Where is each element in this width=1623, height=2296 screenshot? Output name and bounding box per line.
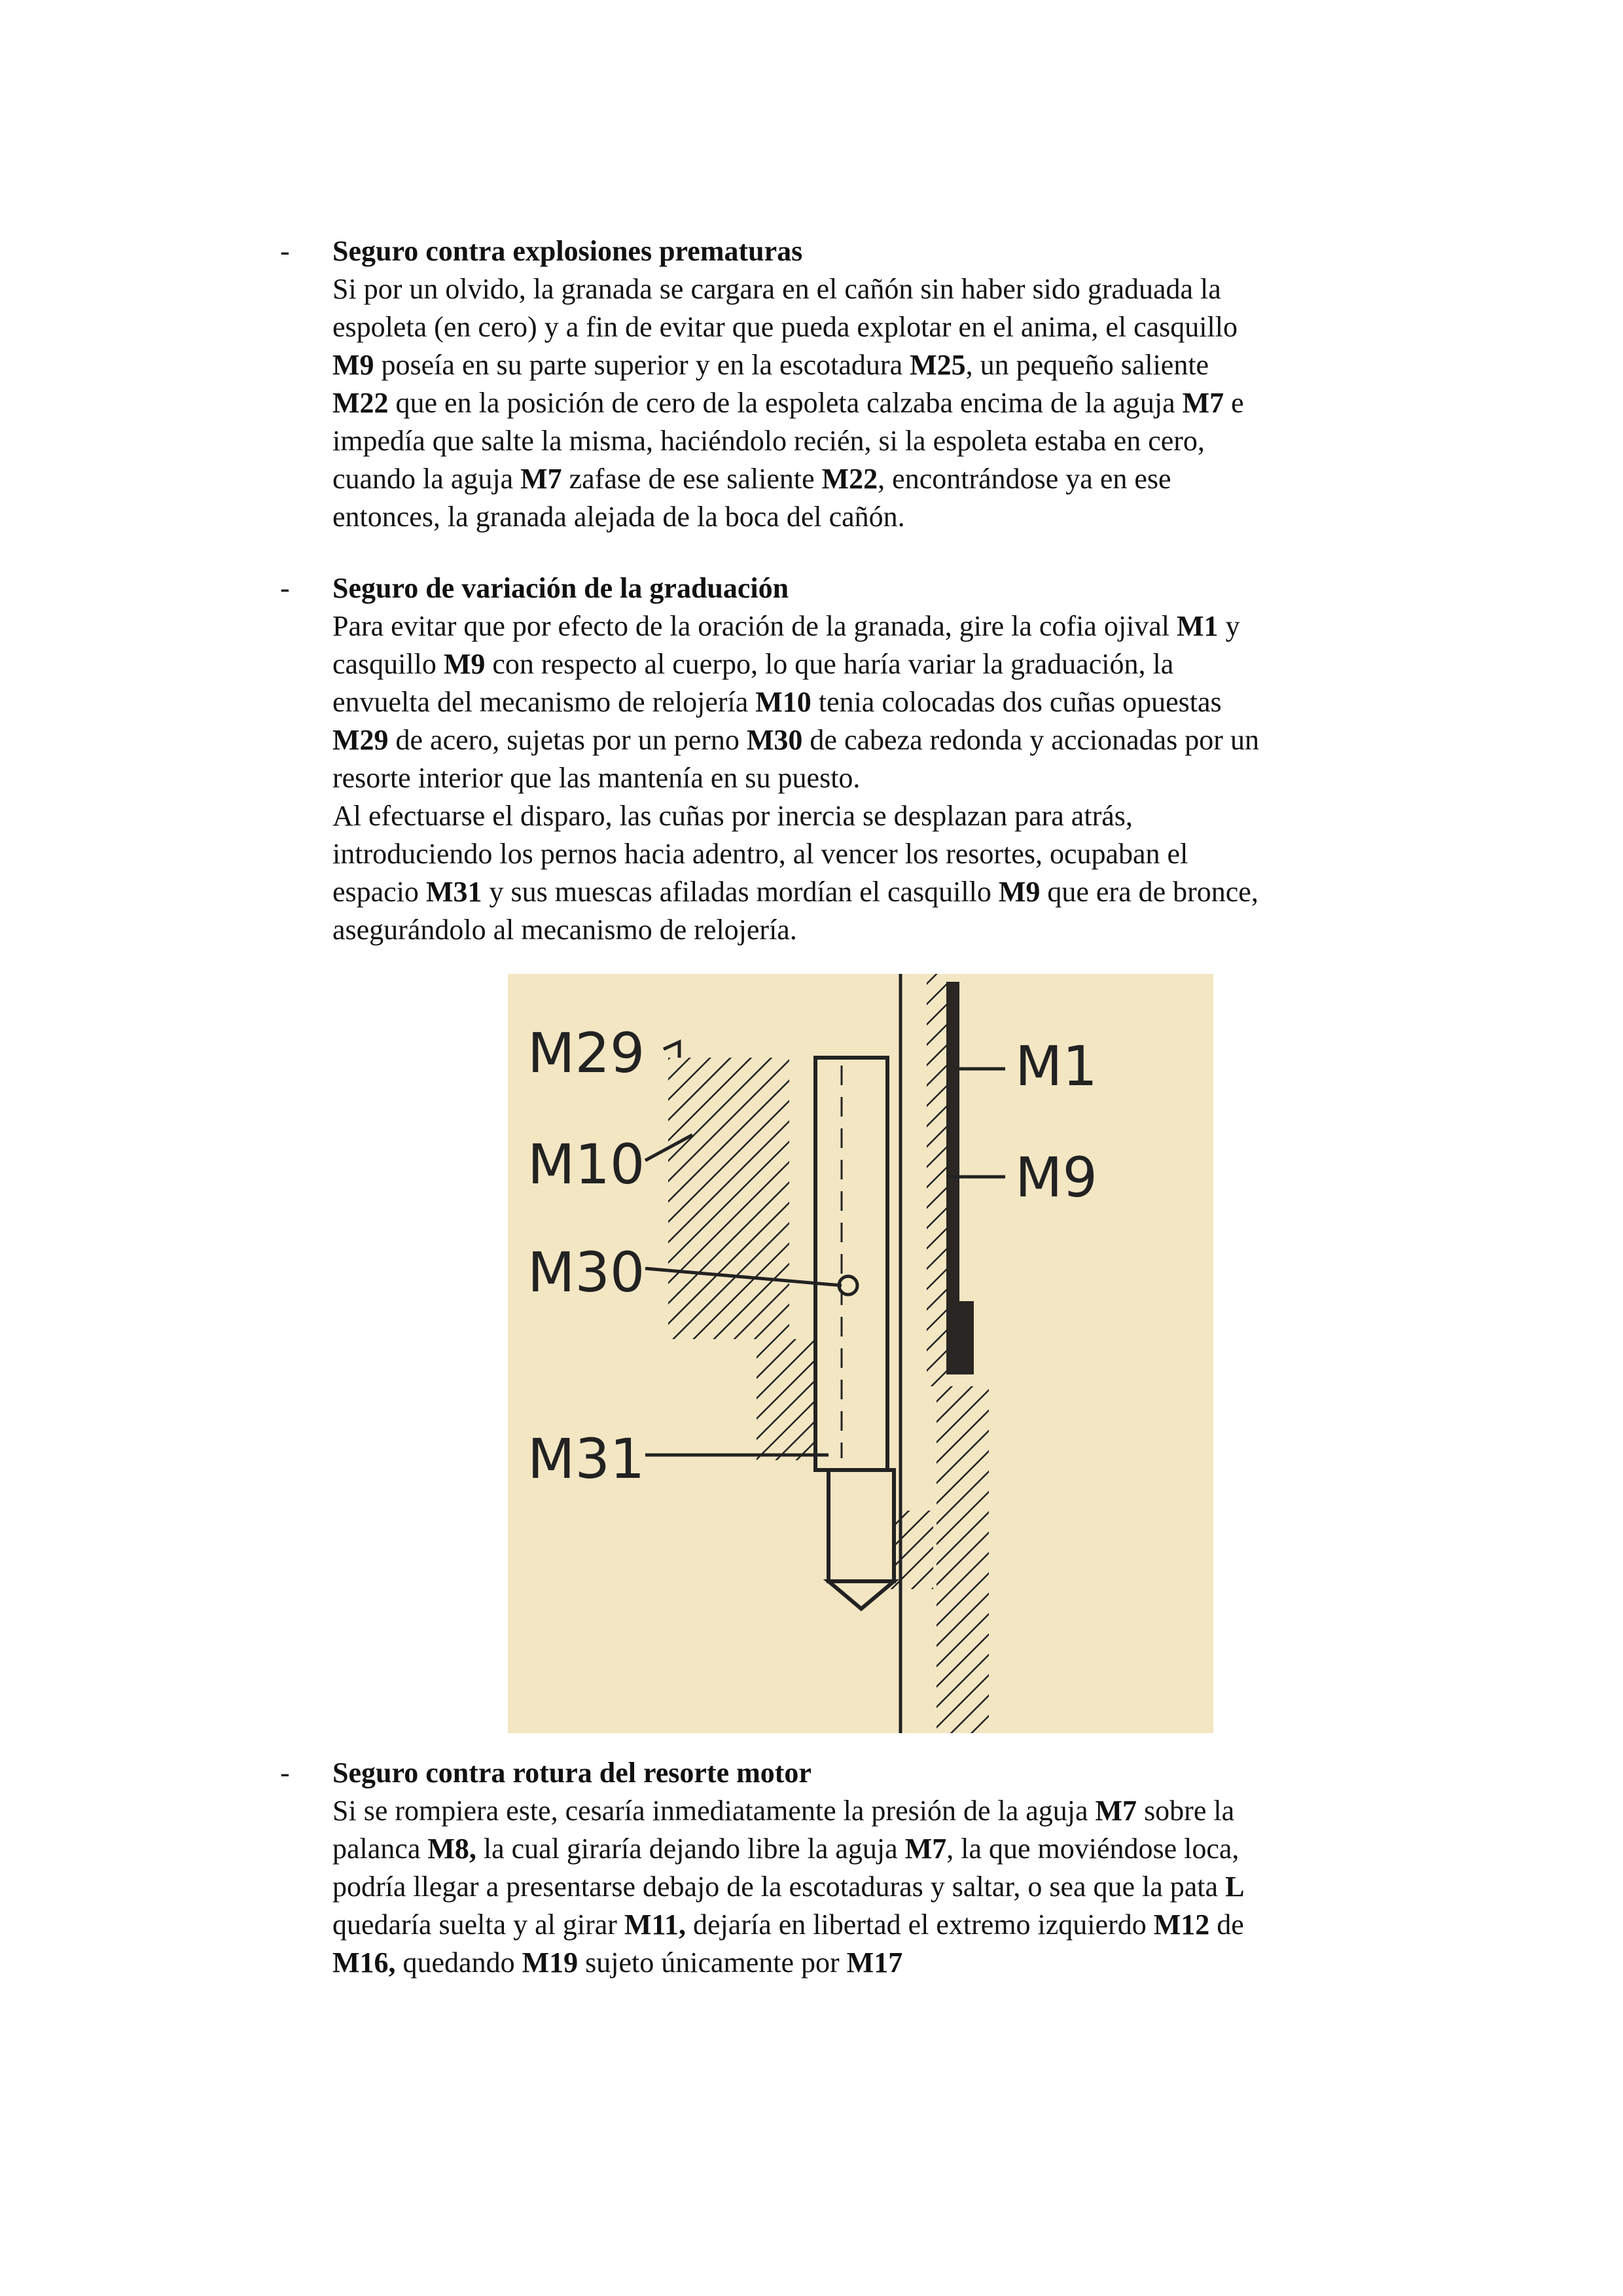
part-reference: M9 [332, 349, 374, 381]
part-reference: M10 [755, 686, 812, 718]
part-reference: M19 [522, 1946, 579, 1979]
paragraph [332, 1792, 1406, 1982]
text-line [332, 1944, 1406, 1982]
wedge-m29-block [668, 1058, 789, 1182]
label-m10: M10 [527, 1132, 645, 1196]
text-run: introduciendo los pernos hacia adentro, al vencer los resortes, ocupaban el [332, 838, 1188, 870]
text-line [332, 607, 1406, 645]
text-run: espacio [332, 876, 426, 908]
part-reference: M11, [624, 1909, 687, 1941]
part-reference: M25 [910, 349, 966, 381]
label-m1: M1 [1015, 1034, 1097, 1098]
part-reference: M22 [821, 463, 878, 495]
text-line [332, 683, 1406, 721]
part-reference: M31 [425, 876, 482, 908]
cap-m1-foot [959, 1301, 974, 1374]
part-reference: M7 [520, 463, 562, 495]
text-run: y [1218, 610, 1240, 642]
text-run: impedía que salte la misma, haciéndolo recién, si la espoleta estaba en cero, [332, 425, 1205, 457]
text-line [332, 1830, 1406, 1868]
text-line [332, 1906, 1406, 1944]
bullet-dash: - [280, 1757, 290, 1789]
text-line [332, 1868, 1406, 1906]
text-run: Si se rompiera este, cesaría inmediatamente la presión de la aguja [332, 1795, 1096, 1827]
text-line [332, 498, 1406, 536]
text-line [332, 873, 1406, 911]
text-line [332, 422, 1406, 460]
text-run: entonces, la granada alejada de la boca del cañón. [332, 501, 905, 533]
label-m30: M30 [527, 1240, 645, 1304]
text-line [332, 270, 1406, 308]
text-run: Para evitar que por efecto de la oración de la granada, gire la cofia ojival [332, 610, 1177, 642]
section-body [332, 569, 1406, 949]
text-run: de cabeza redonda y accionadas por un [802, 724, 1259, 756]
part-reference: M7 [904, 1833, 947, 1865]
bullet-dash: - [280, 572, 290, 604]
text-run: resorte interior que las mantenía en su puesto. [332, 762, 861, 794]
section-title: Seguro de variación de la graduación [332, 572, 789, 604]
text-run: y sus muescas afiladas mordían el casquillo [482, 876, 999, 908]
text-run: quedando [395, 1946, 522, 1979]
pin-outline [815, 1058, 887, 1470]
text-line [332, 835, 1406, 873]
text-run: quedaría suelta y al girar [332, 1909, 624, 1941]
paragraph [332, 270, 1406, 536]
text-run: casquillo [332, 648, 444, 680]
bolt-m30-head [839, 1276, 857, 1295]
sleeve-strip [927, 974, 946, 1386]
text-run: que era de bronce, [1040, 876, 1258, 908]
part-reference: M17 [846, 1946, 903, 1979]
text-run: , un pequeño saliente [965, 349, 1209, 381]
part-reference: M22 [332, 387, 389, 419]
section-body [332, 232, 1406, 536]
section-title: Seguro contra explosiones prematuras [332, 235, 803, 267]
text-run: que en la posición de cero de la espoleta calzaba encima de la aguja [388, 387, 1183, 419]
text-run: espoleta (en cero) y a fin de evitar que pueda explotar en el anima, el casquillo [332, 311, 1238, 343]
text-run: Al efectuarse el disparo, las cuñas por inercia se desplazan para atrás, [332, 800, 1133, 832]
text-run: sujeto únicamente por [578, 1946, 847, 1979]
part-reference: M30 [746, 724, 803, 756]
text-line [332, 1792, 1406, 1830]
label-m29: M29 [527, 1021, 645, 1085]
text-line [332, 797, 1406, 835]
text-run: poseía en su parte superior y en la escotadura [374, 349, 910, 381]
section-body [332, 1754, 1406, 1982]
text-line [332, 759, 1406, 797]
text-line [332, 346, 1406, 384]
text-run: envuelta del mecanismo de relojería [332, 686, 756, 718]
text-line [332, 460, 1406, 498]
diagram-drawing [508, 974, 1213, 1733]
part-reference: L [1225, 1871, 1245, 1903]
text-run: e [1224, 387, 1244, 419]
text-line [332, 721, 1406, 759]
part-reference: M29 [332, 724, 389, 756]
text-run: la cual giraría dejando libre la aguja [476, 1833, 905, 1865]
text-line [332, 308, 1406, 346]
part-reference: M12 [1153, 1909, 1210, 1941]
part-reference: M16, [332, 1946, 396, 1979]
text-run: , encontrándose ya en ese [878, 463, 1171, 495]
text-run: de [1209, 1909, 1244, 1941]
leader-m29 [664, 1042, 679, 1058]
body-m10-block [668, 1182, 789, 1339]
text-run: cuando la aguja [332, 463, 521, 495]
text-run: sobre la [1137, 1795, 1235, 1827]
mechanism-diagram [508, 974, 1213, 1733]
label-m9: M9 [1015, 1145, 1097, 1210]
text-line [332, 911, 1406, 949]
text-run: tenia colocadas dos cuñas opuestas [811, 686, 1222, 718]
section-title: Seguro contra rotura del resorte motor [332, 1757, 812, 1789]
paragraph [332, 607, 1406, 949]
part-reference: M7 [1095, 1795, 1137, 1827]
part-reference: M8, [427, 1833, 476, 1865]
bullet-dash: - [280, 235, 290, 267]
pin-tip [829, 1581, 894, 1609]
part-reference: M9 [998, 876, 1041, 908]
text-run: zafase de ese saliente [562, 463, 822, 495]
part-reference: M1 [1177, 610, 1219, 642]
label-m31: M31 [527, 1427, 645, 1491]
text-run: palanca [332, 1833, 428, 1865]
text-run: Si por un olvido, la granada se cargara en el cañón sin haber sido graduada la [332, 273, 1221, 305]
part-reference: M9 [443, 648, 486, 680]
right-lower-block [936, 1386, 989, 1733]
text-run: podría llegar a presentarse debajo de la escotaduras y saltar, o sea que la pata [332, 1871, 1226, 1903]
text-run: asegurándolo al mecanismo de relojería. [332, 914, 797, 946]
text-line [332, 384, 1406, 422]
part-reference: M7 [1182, 387, 1224, 419]
text-line [332, 645, 1406, 683]
text-run: con respecto al cuerpo, lo que haría variar la graduación, la [485, 648, 1174, 680]
space-m31 [829, 1470, 894, 1581]
text-run: de acero, sujetas por un perno [388, 724, 747, 756]
text-run: , la que moviéndose loca, [946, 1833, 1240, 1865]
text-run: dejaría en libertad el extremo izquierdo [686, 1909, 1154, 1941]
